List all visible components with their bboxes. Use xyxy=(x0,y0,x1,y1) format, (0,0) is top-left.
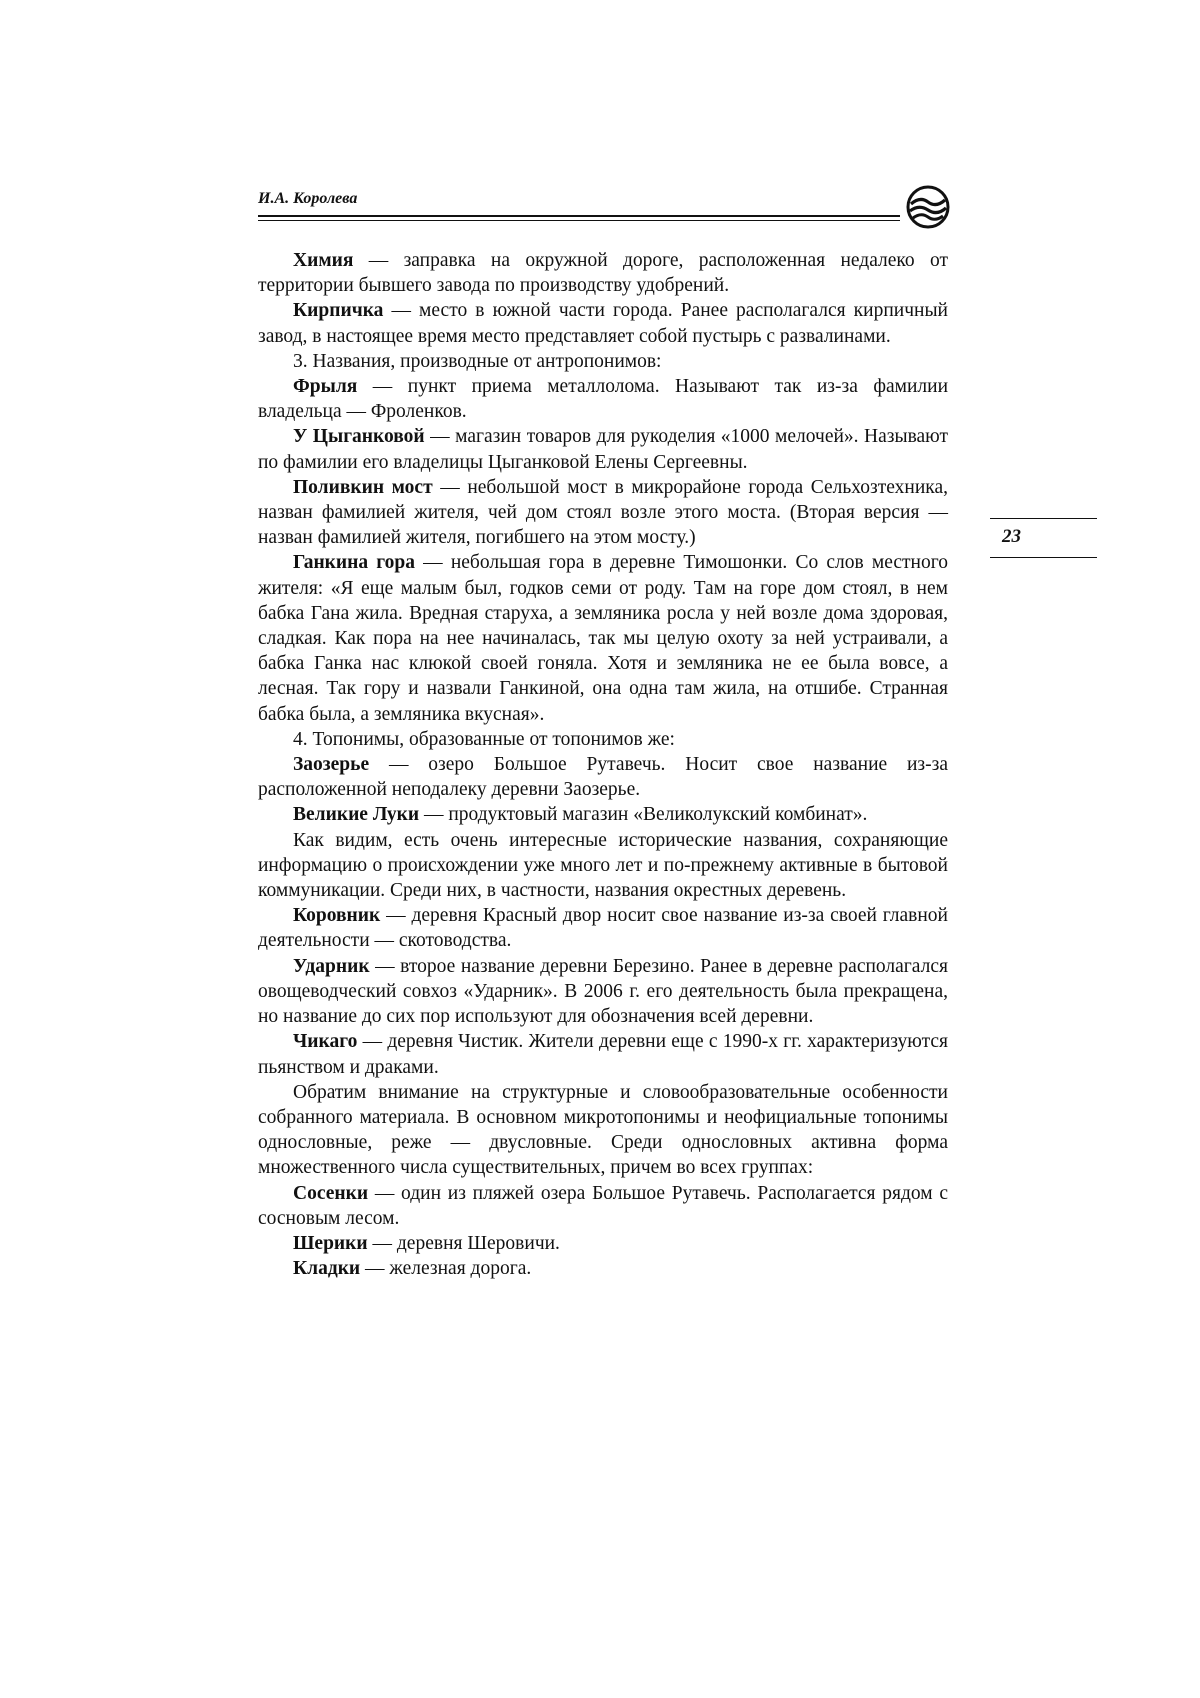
header-rule-thick xyxy=(258,215,900,217)
page-number-box xyxy=(990,518,1097,558)
term: Кладки xyxy=(293,1258,361,1280)
running-header xyxy=(258,190,948,230)
paragraph: Как видим, есть очень интересные исторические названия, сохраняющие информацию о происхождении уже много лет и по-прежнему активные в бытовой коммуникации. Среди них, в частности, названия окрестных деревень. xyxy=(258,829,948,902)
definition: — второе название деревни Березино. Ранее в деревне располагался овощеводческий совхоз «Ударник». В 2006 г. его деятельность была прекращена, но название до сих пор используют для обозначения всей деревни. xyxy=(258,955,948,1028)
definition: — железная дорога. xyxy=(360,1258,532,1280)
paragraph xyxy=(258,1029,948,1079)
definition: — деревня Красный двор носит свое название из-за своей главной деятельности — скотоводства. xyxy=(258,905,948,952)
definition: — небольшой мост в микрорайоне города Сельхозтехника, назван фамилией жителя, чей дом стоял возле этого моста. (Вторая версия — назван фамилией жителя, погибшего на этом мосту.) xyxy=(258,476,948,549)
term: Шерики xyxy=(293,1232,368,1254)
paragraph xyxy=(258,752,948,802)
paragraph xyxy=(258,424,948,474)
definition: — озеро Большое Рутавечь. Носит свое название из-за расположенной неподалеку деревни Заозерье. xyxy=(258,754,948,801)
definition: — деревня Чистик. Жители деревни еще с 1990-х гг. характеризуются пьянством и драками. xyxy=(258,1031,948,1078)
page-number: 23 xyxy=(1002,526,1021,547)
term: Химия xyxy=(293,250,354,271)
paragraph xyxy=(258,1256,948,1281)
paragraph xyxy=(258,298,948,348)
term: Чикаго xyxy=(293,1031,358,1053)
paragraph xyxy=(258,1231,948,1256)
paragraph xyxy=(258,802,948,827)
paragraph xyxy=(258,1181,948,1231)
paragraph: Обратим внимание на структурные и словообразовательные особенности собранного материала. В основном микротопонимы и неофициальные топонимы однословные, реже — двусловные. Среди однословных активна форма множественного числа существительных, причем во всех группах: xyxy=(258,1081,948,1179)
definition: — деревня Шеровичи. xyxy=(367,1232,560,1254)
term: Кирпичка xyxy=(293,300,384,322)
paragraph xyxy=(258,903,948,953)
paragraph xyxy=(258,954,948,1030)
section-heading: 4. Топонимы, образованные от топонимов же: xyxy=(293,728,675,750)
section-heading: 3. Названия, производные от антропонимов: xyxy=(293,350,662,372)
paragraph xyxy=(258,248,948,298)
definition: — небольшая гора в деревне Тимошонки. Со слов местного жителя: «Я еще малым был, годков семи от роду. Там на горе дом стоял, в нем бабка Гана жила. Вредная старуха, а земляника росла у ней возле дома здоровая, сладкая. Как пора на нее начиналась, так мы целую охоту за ней устраивали, а бабка Ганка нас клюкой своей гоняла. Хотя и земляника не ее была вовсе, а лесная. Так гору и назвали Ганкиной, она одна там жила, на отшибе. Странная бабка была, а земляника вкусная». xyxy=(258,552,948,725)
paragraph xyxy=(258,550,948,726)
term: Поливкин мост xyxy=(293,476,433,498)
term: Ударник xyxy=(293,955,370,977)
term: Заозерье xyxy=(293,754,370,776)
term: Коровник xyxy=(293,905,381,927)
term: У Цыганковой xyxy=(293,426,425,448)
definition: — магазин товаров для рукоделия «1000 мелочей». Называют по фамилии его владелицы Цыганковой Елены Сергеевны. xyxy=(258,426,949,473)
paragraph xyxy=(258,475,948,551)
definition: — пункт приема металлолома. Называют так из-за фамилии владельца — Фроленков. xyxy=(258,376,948,423)
paragraph xyxy=(258,374,948,424)
term: Ганкина гора xyxy=(293,552,416,574)
term: Сосенки xyxy=(293,1182,369,1204)
term: Великие Луки xyxy=(293,804,420,826)
definition: — заправка на окружной дороге, расположенная недалеко от территории бывшего завода по производству удобрений. xyxy=(258,250,948,297)
definition: — продуктовый магазин «Великолукский комбинат». xyxy=(419,804,868,826)
definition: — место в южной части города. Ранее располагался кирпичный завод, в настоящее время место представляет собой пустырь с развалинами. xyxy=(258,300,948,347)
article-body xyxy=(258,248,948,1281)
term: Фрыля xyxy=(293,376,358,398)
definition: — один из пляжей озера Большое Рутавечь. Располагается рядом с сосновым лесом. xyxy=(258,1182,948,1229)
author-name: И.А. Королева xyxy=(258,190,358,207)
header-rule-thin xyxy=(258,220,900,221)
publisher-logo-icon xyxy=(905,184,951,230)
